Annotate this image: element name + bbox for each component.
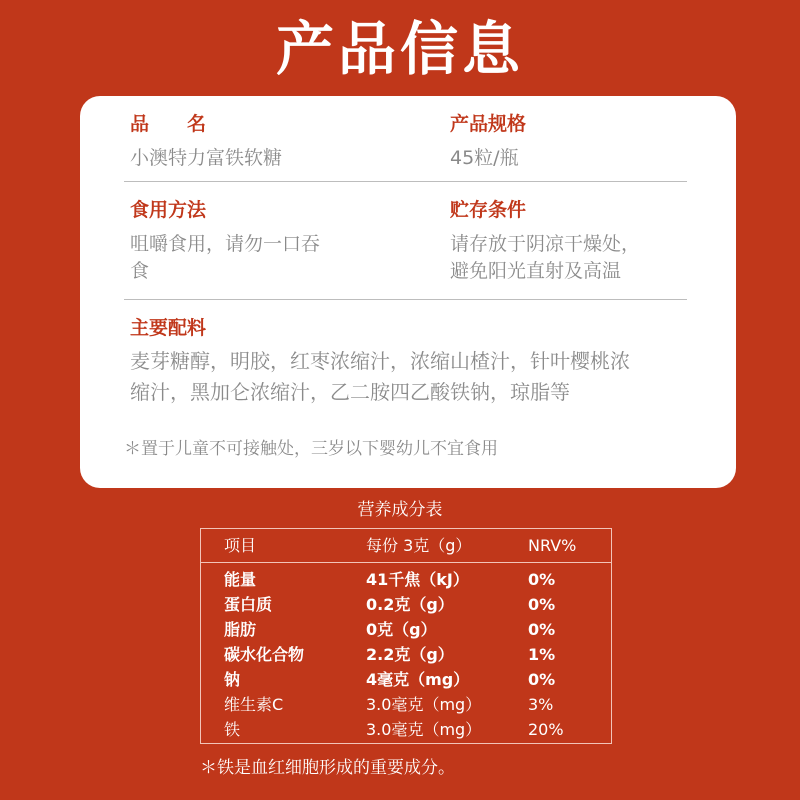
header-divider	[201, 562, 611, 563]
page-title: 产品信息	[275, 15, 524, 83]
usage-label: 食用方法	[130, 199, 207, 221]
divider	[124, 299, 687, 300]
table-header	[201, 533, 611, 558]
storage-field	[450, 198, 640, 285]
table-row: 脂肪 0克（g） 0%	[224, 620, 556, 639]
header-item: 项目	[224, 536, 257, 555]
child-warning: ＊置于儿童不可接触处，三岁以下婴幼儿不宜食用	[124, 439, 498, 459]
nutrition-title: 营养成分表	[357, 500, 443, 520]
product-info-card	[80, 96, 736, 488]
table-row: 蛋白质 0.2克（g） 0%	[224, 595, 556, 614]
product-spec-value: 45粒/瓶	[450, 147, 519, 169]
product-spec-field	[450, 112, 526, 172]
table-row: 铁 3.0毫克（mg） 20%	[224, 720, 564, 739]
table-row: 能量 41千焦（kJ） 0%	[224, 570, 556, 589]
usage-field	[130, 198, 320, 285]
iron-footnote: ＊铁是血红细胞形成的重要成分。	[200, 758, 455, 778]
header-nrv: NRV%	[528, 536, 577, 555]
table-row: 维生素C 3.0毫克（mg） 3%	[224, 695, 554, 714]
storage-label: 贮存条件	[450, 199, 527, 221]
product-name-field	[130, 112, 282, 172]
divider	[124, 181, 687, 182]
table-row: 钠 4毫克（mg） 0%	[224, 670, 556, 689]
product-name-value: 小澳特力富铁软糖	[130, 147, 283, 169]
ingredients-field	[130, 316, 630, 408]
product-name-label: 品 名	[130, 113, 207, 135]
ingredients-value: 麦芽糖醇，明胶，红枣浓缩汁，浓缩山楂汁，针叶樱桃浓 缩汁，黑加仑浓缩汁，乙二胺四乙酸铁钠，琼脂等	[130, 349, 630, 404]
product-spec-label: 产品规格	[450, 113, 527, 135]
usage-value: 咀嚼食用，请勿一口吞 食	[130, 233, 321, 282]
nutrition-table	[200, 528, 612, 744]
table-row: 碳水化合物 2.2克（g） 1%	[224, 645, 556, 664]
header-per-serving: 每份 3克（g）	[366, 536, 472, 555]
ingredients-label: 主要配料	[130, 317, 207, 339]
storage-value: 请存放于阴凉干燥处， 避免阳光直射及高温	[450, 233, 641, 282]
